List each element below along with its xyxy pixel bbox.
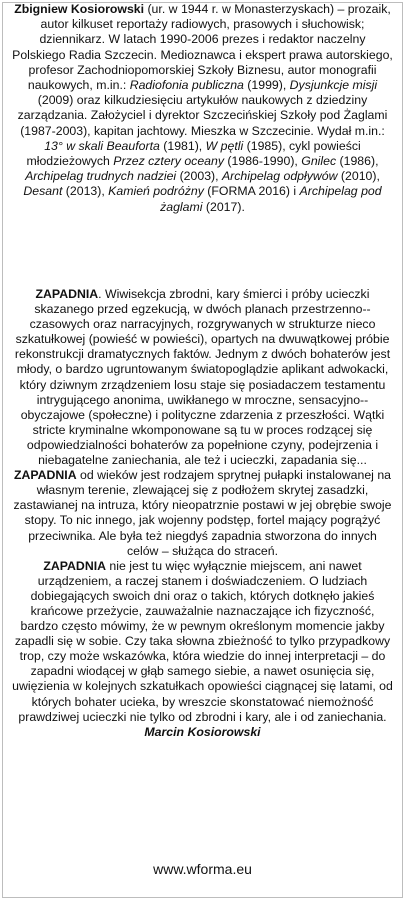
- book-title: Archipelag trudnych nadziei: [25, 169, 177, 184]
- blurb-paragraph-3: ZAPADNIA nie jest tu więc wyłącznie miejscem, ani nawet urządzeniem, a raczej stanem i doświadczeniem. O ludziach dobiegających swoich dni oraz o takich, których dotknęło jakieś krańcowe przeżycie, zauważalnie naznaczające ich fizyczność, bardzo często mówimy, że w pewnym określonym momencie jakby zapadli się w sobie. Czy taka słowna zbieżność to tylko przypadkowy trop, czy może wskazówka, która wiedzie do innej interpretacji – do zapadni wiodącej w głąb samego siebie, a nawet osunięcia się, uwięzienia w kolejnych szkatułkach opowieści ciągnącej się latami, od których bohater ucieka, by wreszcie skonstatować niemożność prawdziwej ucieczki nie tylko od zbrodni i kary, ale i od zaniechania.: [12, 558, 393, 724]
- title-word: ZAPADNIA: [43, 558, 106, 573]
- book-blurb: [12, 287, 393, 740]
- book-title: Radiofonia publiczna: [129, 78, 244, 93]
- book-title: Dysjunkcje misji: [289, 78, 378, 93]
- blurb-signature: Marcin Kosiorowski: [144, 724, 261, 739]
- book-title: Przez cztery oceany: [113, 154, 224, 169]
- book-title: 13° w skali Beauforta: [44, 138, 160, 153]
- blurb-paragraph-2: ZAPADNIA od wieków jest rodzajem sprytnej pułapki instalowanej na własnym terenie, zlewającej się z podłożem skrytej zasadzki, zastawianej na intruza, który nieopatrznie postawi w jej obrębie swoje stopy. To nic innego, jak wojenny podstęp, fortel mający pogrążyć przeciwnika. Ale była też niegdyś zapadnia stworzona do innych celów – służąca do straceń.: [13, 468, 392, 558]
- author-bio-paragraph: Zbigniew Kosiorowski (ur. w 1944 r. w Monasterzyskach) – prozaik, autor kilkuset reportaży radiowych, prasowych i słuchowisk; dziennikarz. W latach 1990-2006 prezes i redaktor naczelny Polskiego Radia Szczecin. Medioznawca i ekspert prawa autorskiego, profesor Zachodniopomorskiej Szkoły Biznesu, autor monografii naukowych, m.in.: Radiofonia publiczna (1999), Dysjunkcje misji (2009) oraz kilkudziesięciu artykułów naukowych z dziedziny zarządzania. Założyciel i dyrektor Szczecińskiej Szkoły pod Żaglami (1987-2003), kapitan jachtowy. Mieszka w Szczecinie. Wydał m.in.: 13° w skali Beauforta (1981), W pętli (1985), cykl powieści młodzieżowych Przez cztery oceany (1986-1990), Gnilec (1986), Archipelag trudnych nadziei (2003), Archipelag odpływów (2010), Desant (2013), Kamień podróżny (FORMA 2016) i Archipelag pod żaglami (2017).: [12, 2, 393, 214]
- title-word: ZAPADNIA: [13, 468, 77, 483]
- blurb-paragraph-1: ZAPADNIA. Wiwisekcja zbrodni, kary śmierci i próby ucieczki skazanego przed egzekucją, w dwóch planach przestrzenno--czasowych oraz narracyjnych, rozgrywanych w strukturze nieco szkatułkowej (powieść w powieści), opartych na dwuwątkowej próbie rekonstrukcji dramatycznych faktów. Jednym z dwóch bohaterów jest młody, o bardzo ugruntowanym światopoglądzie aplikant adwokacki, który dziwnym zrządzeniem losu staje się posiadaczem testamentu intrygującego anonima, uwikłanego w mroczne, sensacyjno--obyczajowe (społeczne) i polityczne zdarzenia z przeszłości. Wątki stricte kryminalne wkomponowane są tu w proces rodzącej się odpowiedzialności bohaterów za popełnione czyny, podejrzenia i niebagatelne zaniechania, ale też i ucieczki, zapadania się...: [14, 287, 391, 468]
- author-bio: [12, 2, 393, 215]
- title-word: ZAPADNIA: [35, 287, 99, 301]
- author-name: Zbigniew Kosiorowski: [14, 2, 145, 16]
- book-title: Gnilec: [301, 154, 337, 169]
- book-title: Kamień podróżny: [108, 184, 204, 199]
- book-title: Desant: [23, 184, 63, 199]
- book-title: Archipelag pod żaglami: [160, 184, 382, 214]
- book-title: Archipelag odpływów: [221, 169, 338, 184]
- publisher-url[interactable]: www.wforma.eu: [153, 861, 252, 877]
- book-title: W pętli: [205, 138, 244, 153]
